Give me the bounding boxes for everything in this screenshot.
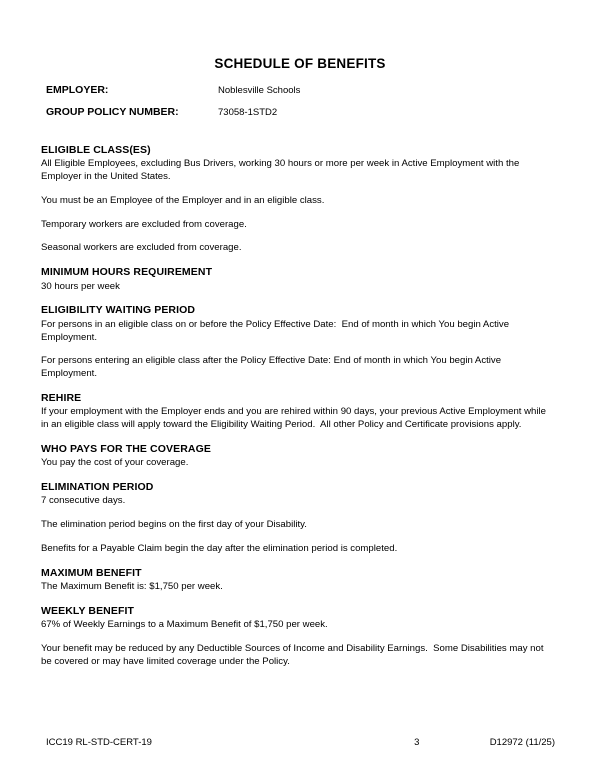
benefit-section	[41, 144, 549, 255]
section-paragraph: You must be an Employee of the Employer and in an eligible class.	[41, 194, 325, 206]
benefits-content	[41, 144, 549, 680]
section-heading: REHIRE	[41, 391, 82, 404]
section-paragraph: If your employment with the Employer ends and you are rehired within 90 days, your previous Active Employment while in an eligible class will apply toward the Eligibility Waiting Period. All other Policy and Certificate provisions apply.	[41, 406, 549, 430]
section-paragraph: All Eligible Employees, excluding Bus Drivers, working 30 hours or more per week in Active Employment with the Employer in the United States.	[41, 158, 522, 183]
footer-page-number: 3	[414, 737, 420, 748]
policy-info-value: 73058-1STD2	[218, 107, 278, 118]
section-paragraph: Your benefit may be reduced by any Deductible Sources of Income and Disability Earnings. Some Disabilities may not be covered or may have limited coverage under the Policy.	[41, 643, 547, 667]
section-paragraph: 67% of Weekly Earnings to a Maximum Benefit of $1,750 per week.	[41, 619, 328, 631]
section-heading: MINIMUM HOURS REQUIREMENT	[41, 266, 213, 279]
policy-info-label: GROUP POLICY NUMBER:	[46, 106, 179, 118]
section-paragraph: For persons in an eligible class on or before the Policy Effective Date: End of month in which You begin Active Employment.	[41, 318, 512, 343]
section-paragraph: For persons entering an eligible class after the Policy Effective Date: End of month in which You begin Active Employment.	[41, 355, 504, 380]
section-paragraph: You pay the cost of your coverage.	[41, 457, 189, 469]
benefit-section	[41, 567, 549, 594]
benefit-section	[41, 481, 549, 556]
section-heading: WEEKLY BENEFIT	[41, 604, 134, 617]
footer-document-code: D12972 (11/25)	[489, 737, 555, 748]
section-paragraph: The Maximum Benefit is: $1,750 per week.	[41, 581, 223, 593]
section-paragraph: Temporary workers are excluded from coverage.	[41, 218, 247, 230]
policy-info-table	[46, 84, 554, 128]
section-heading: ELIMINATION PERIOD	[41, 480, 154, 493]
policy-info-value: Noblesville Schools	[218, 85, 301, 96]
section-heading: MAXIMUM BENEFIT	[41, 566, 142, 579]
benefit-section	[41, 304, 549, 380]
section-heading: ELIGIBLE CLASS(ES)	[41, 144, 151, 156]
section-paragraph: 30 hours per week	[41, 280, 120, 292]
policy-info-label: EMPLOYER:	[46, 84, 109, 96]
section-paragraph: Benefits for a Payable Claim begin the day after the elimination period is completed.	[41, 542, 398, 554]
section-heading: ELIGIBILITY WAITING PERIOD	[41, 304, 196, 317]
section-heading: WHO PAYS FOR THE COVERAGE	[41, 442, 211, 455]
page-footer	[46, 737, 555, 748]
page-title: SCHEDULE OF BENEFITS	[214, 56, 386, 71]
section-paragraph: Seasonal workers are excluded from coverage.	[41, 242, 242, 254]
section-paragraph: The elimination period begins on the first day of your Disability.	[41, 519, 307, 531]
benefit-section	[41, 605, 549, 669]
benefit-section	[41, 443, 549, 470]
policy-info-row	[46, 84, 554, 96]
benefit-section	[41, 392, 549, 432]
footer-form-number: ICC19 RL-STD-CERT-19	[46, 737, 152, 748]
section-paragraph: 7 consecutive days.	[41, 495, 126, 507]
benefit-section	[41, 266, 549, 293]
policy-info-row	[46, 106, 554, 118]
